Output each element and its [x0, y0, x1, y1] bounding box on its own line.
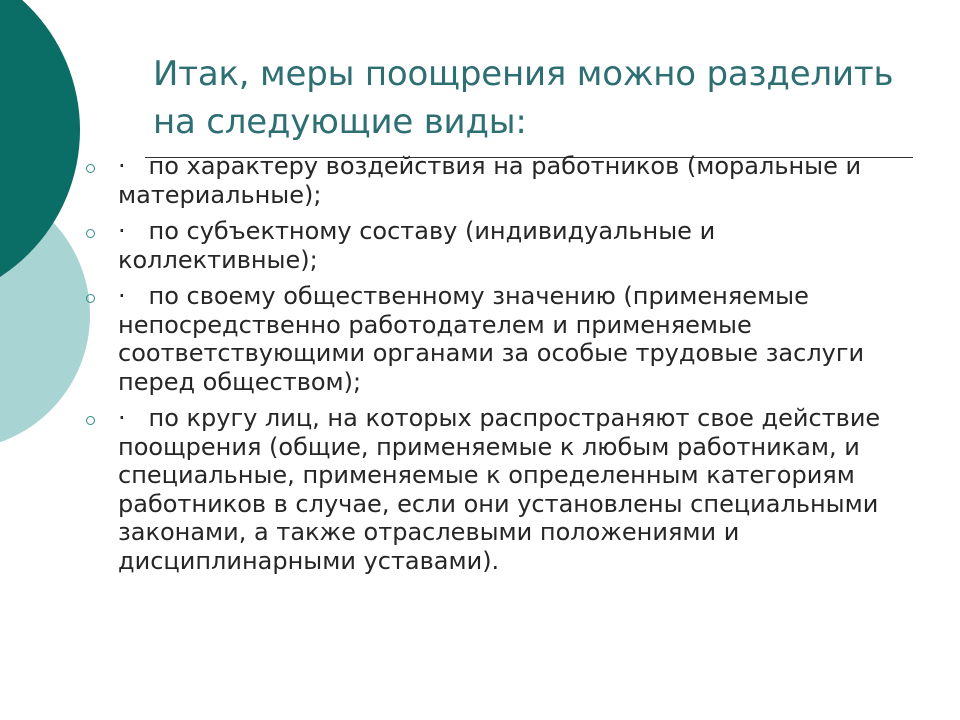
bullet-text: · по своему общественному значению (применяемые непосредственно работодателем и применяемые соответствующими органами за особые трудовые заслуги перед обществом); — [118, 282, 872, 396]
hollow-circle-icon — [86, 416, 95, 425]
hollow-circle-icon — [86, 294, 95, 303]
hollow-circle-icon — [86, 229, 95, 238]
list-item — [80, 404, 900, 575]
list-item — [80, 217, 900, 274]
bullet-text: · по характеру воздействия на работников (моральные и материальные); — [118, 152, 869, 209]
bullet-list — [80, 152, 900, 583]
slide-title: Итак, меры поощрения можно разделить на следующие виды: — [153, 54, 894, 142]
list-item — [80, 152, 900, 209]
hollow-circle-icon — [86, 164, 95, 173]
bullet-text: · по кругу лиц, на которых распространяют свое действие поощрения (общие, применяемые к любым работникам, и специальные, применяемые к определенным категориям работников в случае, если они установлены специальными законами, а также отраслевыми положениями и дисциплинарными уставами). — [118, 404, 888, 575]
bullet-text: · по субъектному составу (индивидуальные и коллективные); — [118, 217, 723, 274]
list-item — [80, 282, 900, 396]
